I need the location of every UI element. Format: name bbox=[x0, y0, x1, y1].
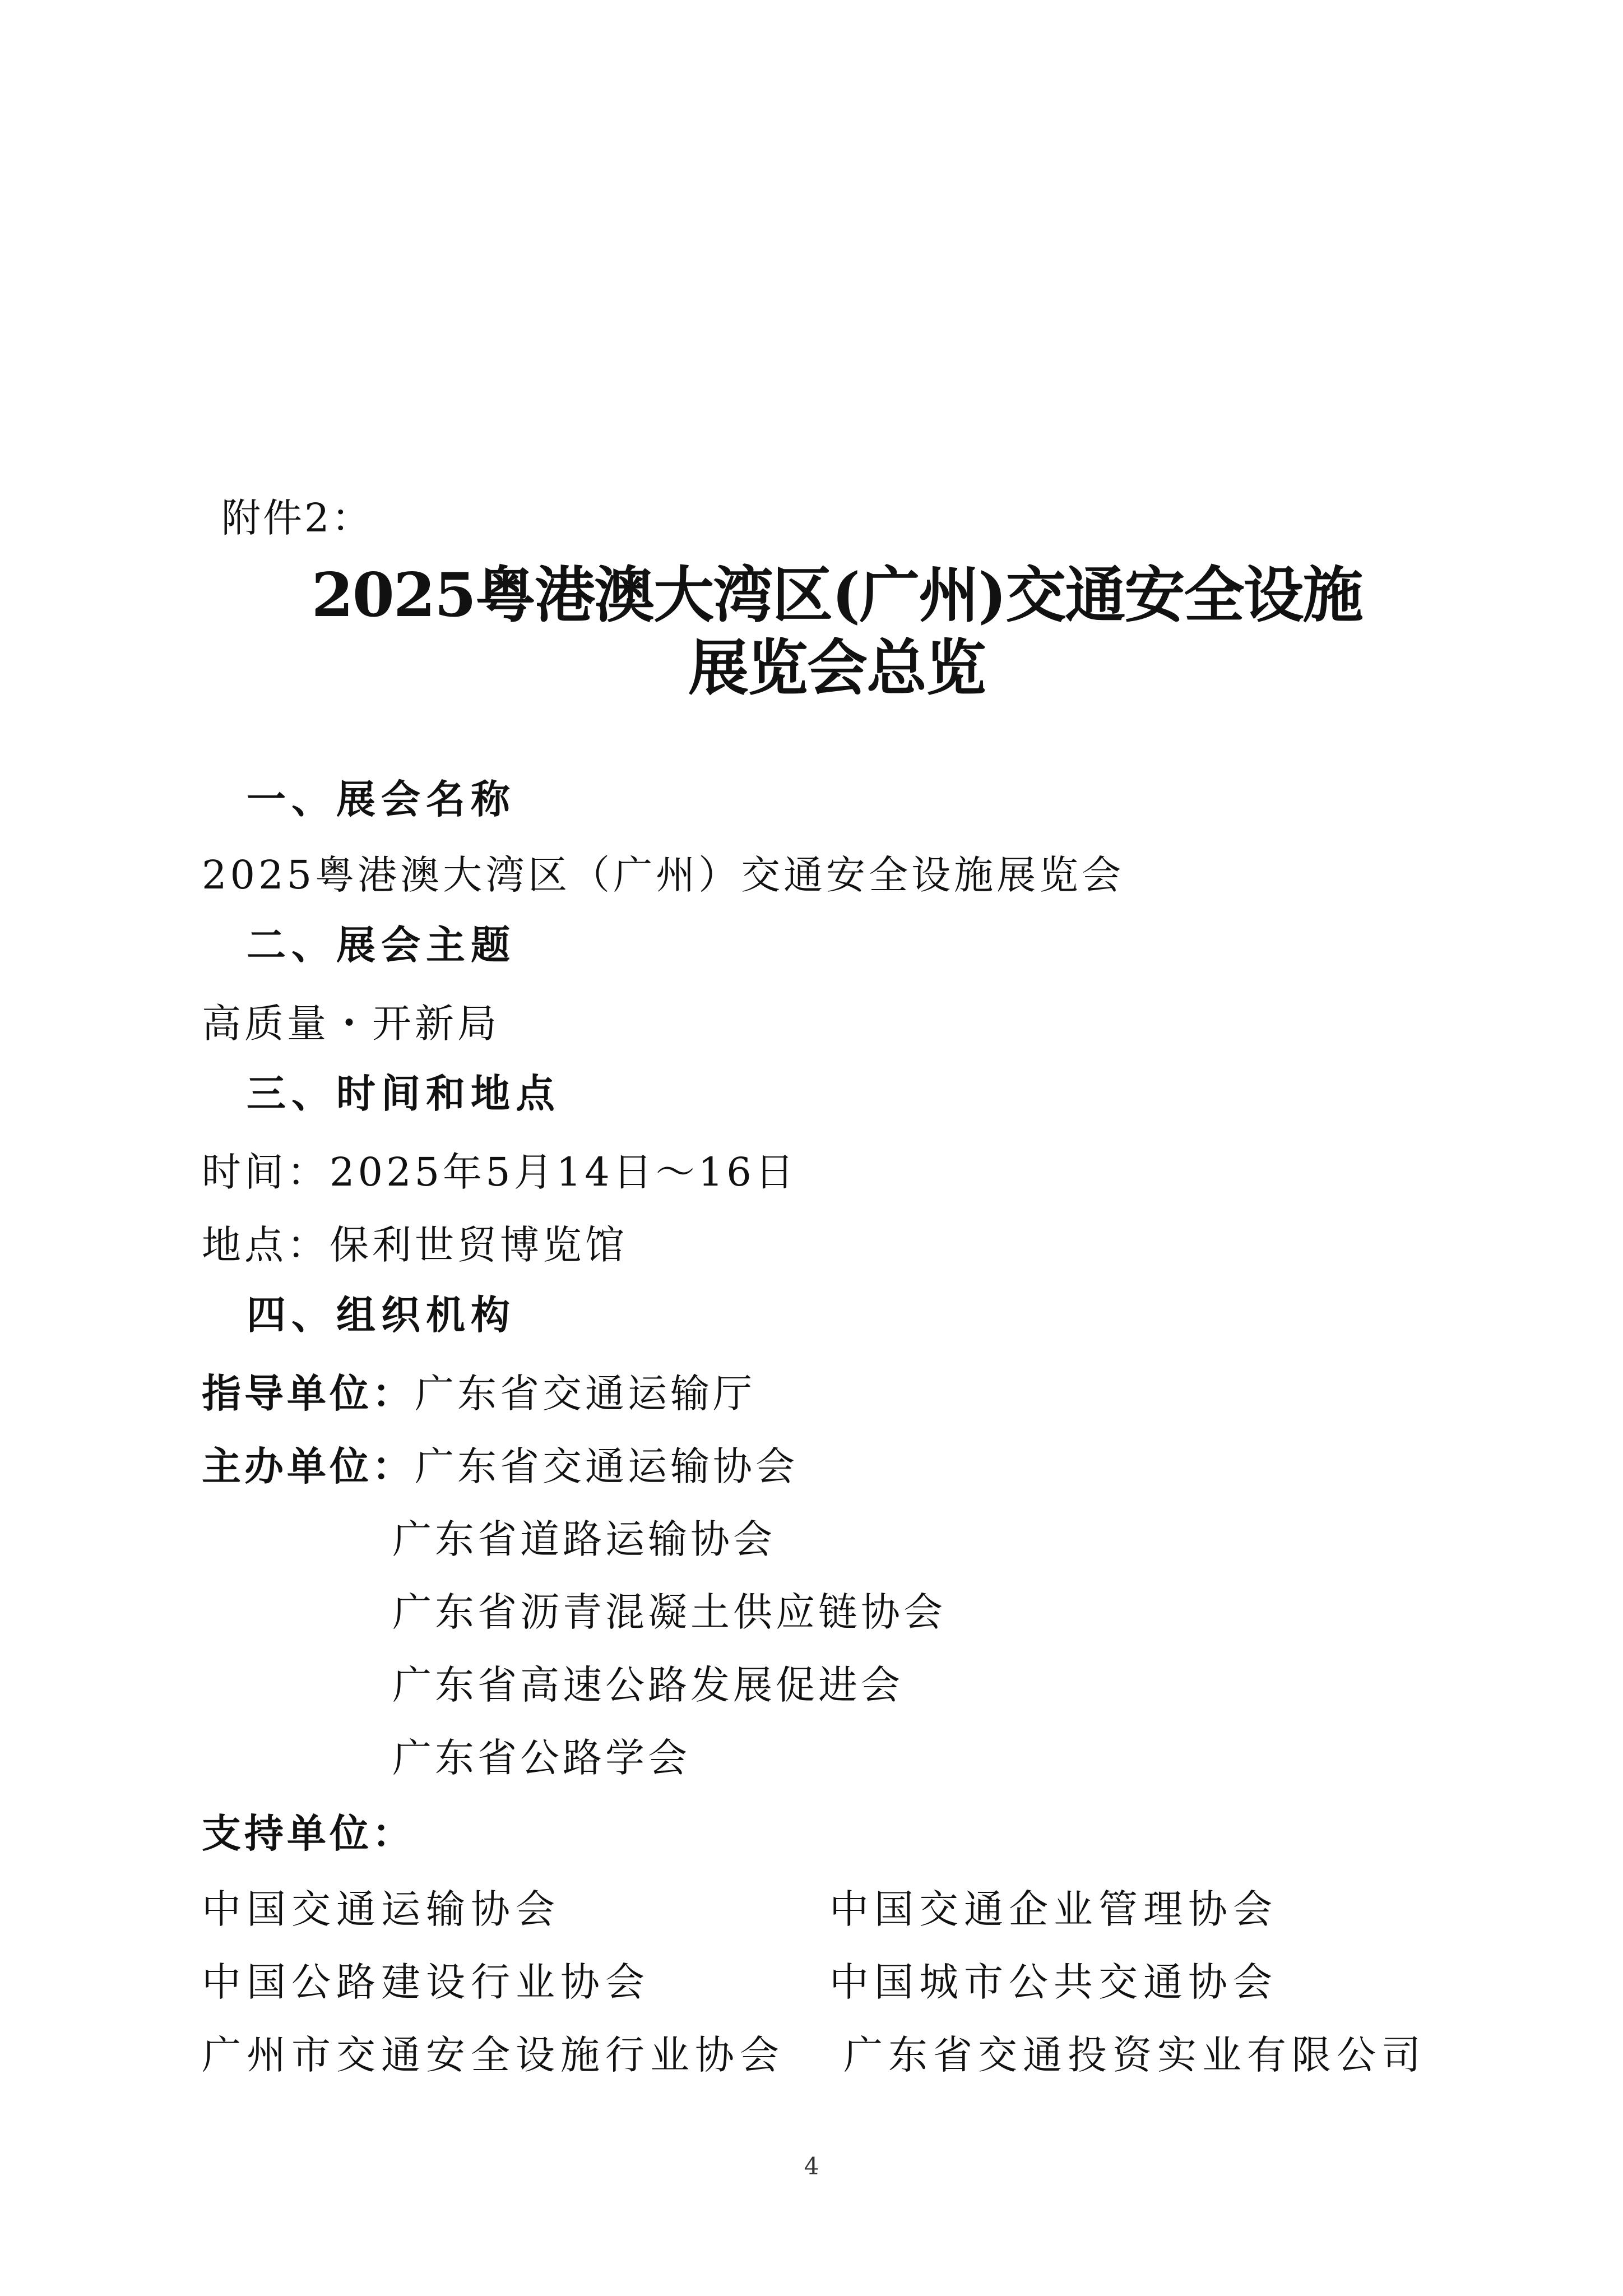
support-unit-item: 中国公路建设行业协会 bbox=[202, 1959, 650, 2005]
section-heading-time-place: 三、时间和地点 bbox=[247, 1070, 560, 1117]
support-unit-item: 中国交通企业管理协会 bbox=[829, 1886, 1278, 1932]
guiding-unit-value: 广东省交通运输厅 bbox=[415, 1371, 755, 1417]
support-unit-item: 中国城市公共交通协会 bbox=[829, 1959, 1278, 2005]
section-heading-organization: 四、组织机构 bbox=[247, 1292, 516, 1338]
support-unit-item: 中国交通运输协会 bbox=[202, 1886, 560, 1932]
host-unit-item: 广东省交通运输协会 bbox=[415, 1443, 798, 1489]
page-number: 4 bbox=[804, 2152, 819, 2180]
host-unit-item: 广东省公路学会 bbox=[392, 1735, 690, 1781]
host-unit-item: 广东省道路运输协会 bbox=[392, 1516, 776, 1562]
section-heading-theme: 二、展会主题 bbox=[247, 922, 516, 968]
support-unit-item: 广东省交通投资实业有限公司 bbox=[843, 2032, 1426, 2078]
guiding-unit-label: 指导单位： bbox=[202, 1370, 415, 1417]
host-unit-label: 主办单位： bbox=[202, 1443, 415, 1489]
document-title-line-2: 展览会总览 bbox=[688, 633, 985, 703]
section-heading-name: 一、展会名称 bbox=[247, 776, 516, 822]
support-unit-item: 广州市交通安全设施行业协会 bbox=[202, 2032, 785, 2078]
support-unit-label: 支持单位： bbox=[202, 1810, 415, 1857]
guiding-unit-row bbox=[202, 1362, 755, 1419]
host-unit-row bbox=[202, 1435, 798, 1492]
exhibition-theme: 高质量・开新局 bbox=[202, 1001, 500, 1047]
exhibition-name: 2025粤港澳大湾区（广州）交通安全设施展览会 bbox=[202, 852, 1125, 898]
attachment-label: 附件2： bbox=[221, 495, 373, 541]
exhibition-place: 地点：保利世贸博览馆 bbox=[202, 1222, 628, 1268]
host-unit-item: 广东省沥青混凝土供应链协会 bbox=[392, 1589, 946, 1635]
host-unit-item: 广东省高速公路发展促进会 bbox=[392, 1662, 903, 1708]
document-title-line-1: 2025粤港澳大湾区(广州)交通安全设施 bbox=[311, 560, 1362, 631]
exhibition-time: 时间：2025年5月14日～16日 bbox=[202, 1149, 797, 1195]
